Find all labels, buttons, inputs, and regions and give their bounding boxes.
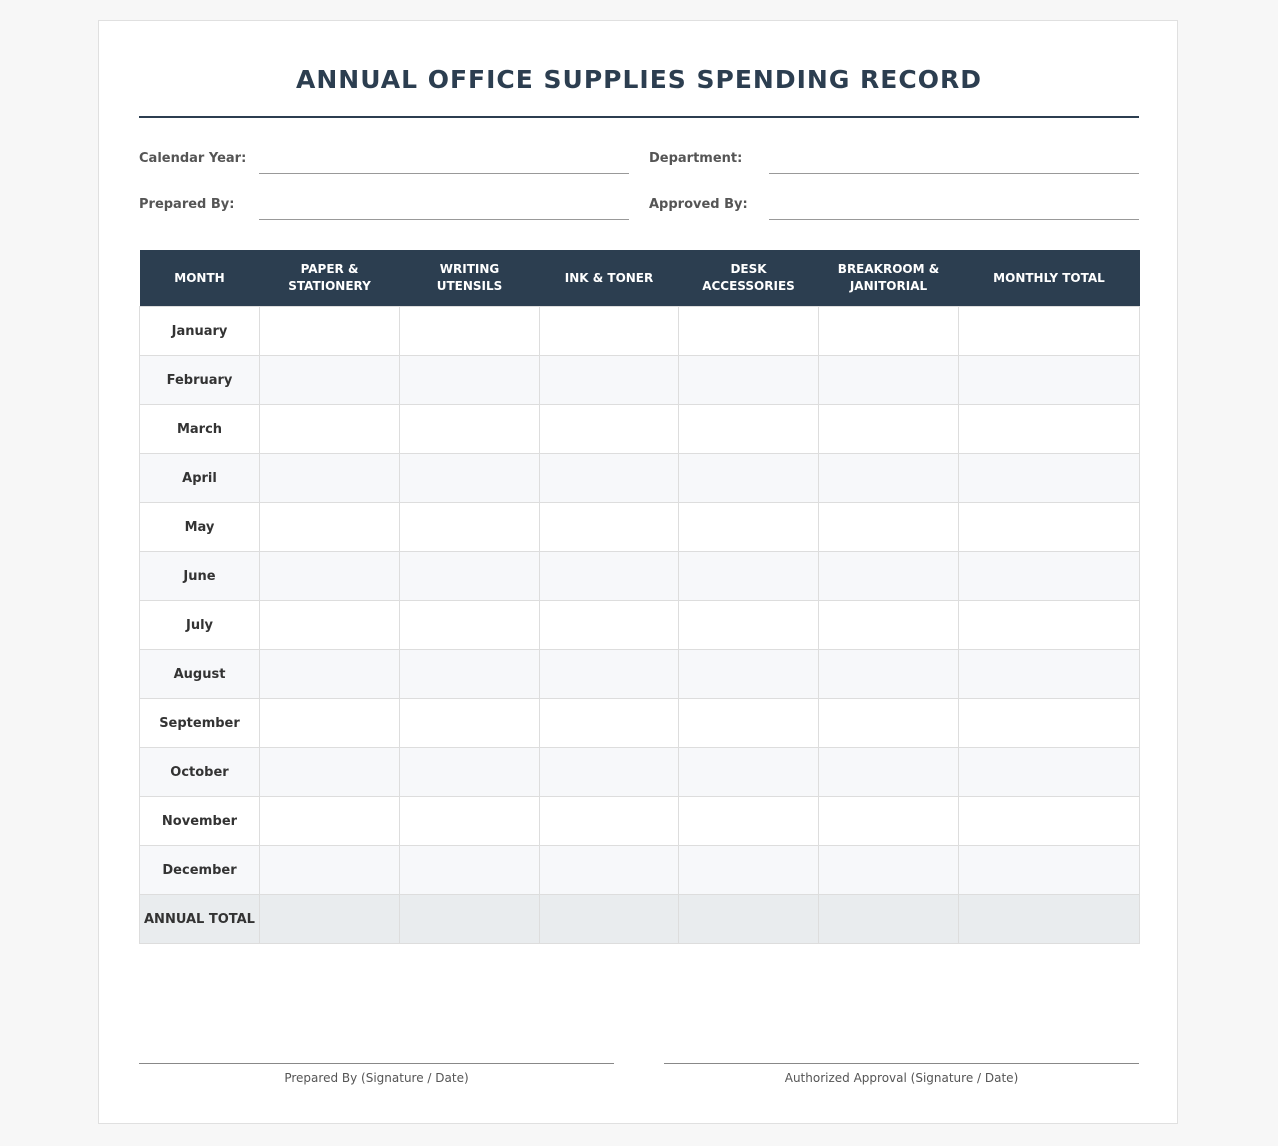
monthly-total-cell[interactable] bbox=[959, 846, 1140, 895]
amount-cell[interactable] bbox=[540, 307, 679, 356]
column-header: INK & TONER bbox=[540, 250, 679, 307]
authorized-signature-line[interactable] bbox=[664, 1063, 1139, 1064]
column-header: DESK ACCESSORIES bbox=[679, 250, 819, 307]
month-cell: November bbox=[140, 797, 260, 846]
total-cell[interactable] bbox=[400, 895, 540, 944]
monthly-total-cell[interactable] bbox=[959, 405, 1140, 454]
amount-cell[interactable] bbox=[400, 846, 540, 895]
amount-cell[interactable] bbox=[540, 503, 679, 552]
amount-cell[interactable] bbox=[400, 797, 540, 846]
prepared-signature-line[interactable] bbox=[139, 1063, 614, 1064]
month-cell: June bbox=[140, 552, 260, 601]
amount-cell[interactable] bbox=[260, 307, 400, 356]
authorized-signature-label: Authorized Approval (Signature / Date) bbox=[784, 1071, 1019, 1085]
amount-cell[interactable] bbox=[679, 846, 819, 895]
grand-total-cell[interactable] bbox=[959, 895, 1140, 944]
amount-cell[interactable] bbox=[819, 650, 959, 699]
column-header: MONTHLY TOTAL bbox=[959, 250, 1140, 307]
monthly-total-cell[interactable] bbox=[959, 797, 1140, 846]
amount-cell[interactable] bbox=[819, 503, 959, 552]
calendar-year-input-line[interactable] bbox=[259, 173, 629, 174]
amount-cell[interactable] bbox=[260, 699, 400, 748]
table-row bbox=[140, 454, 1140, 503]
amount-cell[interactable] bbox=[679, 601, 819, 650]
amount-cell[interactable] bbox=[819, 601, 959, 650]
total-cell[interactable] bbox=[679, 895, 819, 944]
prepared-by-input-line[interactable] bbox=[259, 219, 629, 220]
table-row bbox=[140, 797, 1140, 846]
page-title: ANNUAL OFFICE SUPPLIES SPENDING RECORD bbox=[296, 65, 982, 94]
month-cell: October bbox=[140, 748, 260, 797]
amount-cell[interactable] bbox=[540, 405, 679, 454]
amount-cell[interactable] bbox=[540, 650, 679, 699]
amount-cell[interactable] bbox=[540, 601, 679, 650]
amount-cell[interactable] bbox=[679, 797, 819, 846]
month-cell: March bbox=[140, 405, 260, 454]
month-cell: February bbox=[140, 356, 260, 405]
annual-total-row bbox=[140, 895, 1140, 944]
prepared-signature-label: Prepared By (Signature / Date) bbox=[284, 1071, 469, 1085]
amount-cell[interactable] bbox=[819, 405, 959, 454]
amount-cell[interactable] bbox=[819, 699, 959, 748]
column-header: WRITING UTENSILS bbox=[400, 250, 540, 307]
approved-by-field[interactable] bbox=[649, 197, 1139, 221]
amount-cell[interactable] bbox=[260, 601, 400, 650]
monthly-total-cell[interactable] bbox=[959, 454, 1140, 503]
monthly-total-cell[interactable] bbox=[959, 503, 1140, 552]
monthly-total-cell[interactable] bbox=[959, 307, 1140, 356]
annual-total-label: ANNUAL TOTAL bbox=[140, 895, 260, 944]
table-row bbox=[140, 356, 1140, 405]
amount-cell[interactable] bbox=[819, 356, 959, 405]
month-cell: August bbox=[140, 650, 260, 699]
amount-cell[interactable] bbox=[819, 797, 959, 846]
table-row bbox=[140, 405, 1140, 454]
monthly-total-cell[interactable] bbox=[959, 699, 1140, 748]
calendar-year-field[interactable] bbox=[139, 151, 629, 175]
monthly-total-cell[interactable] bbox=[959, 552, 1140, 601]
table-row bbox=[140, 552, 1140, 601]
amount-cell[interactable] bbox=[540, 356, 679, 405]
amount-cell[interactable] bbox=[679, 405, 819, 454]
total-cell[interactable] bbox=[819, 895, 959, 944]
amount-cell[interactable] bbox=[540, 454, 679, 503]
amount-cell[interactable] bbox=[679, 503, 819, 552]
amount-cell[interactable] bbox=[260, 552, 400, 601]
month-cell: April bbox=[140, 454, 260, 503]
month-cell: May bbox=[140, 503, 260, 552]
month-cell: December bbox=[140, 846, 260, 895]
month-cell: January bbox=[140, 307, 260, 356]
amount-cell[interactable] bbox=[260, 748, 400, 797]
table-row bbox=[140, 503, 1140, 552]
prepared-by-label: Prepared By: bbox=[139, 197, 235, 212]
document-page bbox=[98, 20, 1178, 1124]
amount-cell[interactable] bbox=[260, 650, 400, 699]
table-row bbox=[140, 601, 1140, 650]
amount-cell[interactable] bbox=[679, 307, 819, 356]
table-row bbox=[140, 650, 1140, 699]
amount-cell[interactable] bbox=[400, 405, 540, 454]
amount-cell[interactable] bbox=[819, 552, 959, 601]
calendar-year-label: Calendar Year: bbox=[139, 151, 247, 166]
monthly-total-cell[interactable] bbox=[959, 748, 1140, 797]
amount-cell[interactable] bbox=[260, 846, 400, 895]
amount-cell[interactable] bbox=[260, 356, 400, 405]
amount-cell[interactable] bbox=[679, 356, 819, 405]
amount-cell[interactable] bbox=[819, 454, 959, 503]
amount-cell[interactable] bbox=[400, 552, 540, 601]
amount-cell[interactable] bbox=[400, 601, 540, 650]
amount-cell[interactable] bbox=[400, 454, 540, 503]
amount-cell[interactable] bbox=[400, 748, 540, 797]
table-row bbox=[140, 748, 1140, 797]
table-header-row bbox=[140, 250, 1140, 307]
amount-cell[interactable] bbox=[260, 454, 400, 503]
amount-cell[interactable] bbox=[400, 699, 540, 748]
monthly-total-cell[interactable] bbox=[959, 650, 1140, 699]
title-divider bbox=[139, 116, 1139, 118]
amount-cell[interactable] bbox=[260, 797, 400, 846]
amount-cell[interactable] bbox=[679, 454, 819, 503]
column-header: MONTH bbox=[140, 250, 260, 307]
amount-cell[interactable] bbox=[400, 356, 540, 405]
amount-cell[interactable] bbox=[679, 699, 819, 748]
amount-cell[interactable] bbox=[540, 699, 679, 748]
amount-cell[interactable] bbox=[819, 846, 959, 895]
total-cell[interactable] bbox=[540, 895, 679, 944]
table-row bbox=[140, 846, 1140, 895]
amount-cell[interactable] bbox=[400, 650, 540, 699]
amount-cell[interactable] bbox=[679, 650, 819, 699]
amount-cell[interactable] bbox=[540, 797, 679, 846]
department-field[interactable] bbox=[649, 151, 1139, 175]
approved-by-input-line[interactable] bbox=[769, 219, 1139, 220]
table-row bbox=[140, 699, 1140, 748]
column-header: PAPER & STATIONERY bbox=[260, 250, 400, 307]
column-header: BREAKROOM & JANITORIAL bbox=[819, 250, 959, 307]
month-cell: July bbox=[140, 601, 260, 650]
table-row bbox=[140, 307, 1140, 356]
amount-cell[interactable] bbox=[679, 552, 819, 601]
amount-cell[interactable] bbox=[540, 552, 679, 601]
approved-by-label: Approved By: bbox=[649, 197, 748, 212]
amount-cell[interactable] bbox=[540, 846, 679, 895]
amount-cell[interactable] bbox=[540, 748, 679, 797]
month-cell: September bbox=[140, 699, 260, 748]
department-label: Department: bbox=[649, 151, 743, 166]
amount-cell[interactable] bbox=[260, 503, 400, 552]
amount-cell[interactable] bbox=[400, 503, 540, 552]
prepared-by-field[interactable] bbox=[139, 197, 629, 221]
total-cell[interactable] bbox=[260, 895, 400, 944]
monthly-total-cell[interactable] bbox=[959, 601, 1140, 650]
monthly-total-cell[interactable] bbox=[959, 356, 1140, 405]
department-input-line[interactable] bbox=[769, 173, 1139, 174]
amount-cell[interactable] bbox=[260, 405, 400, 454]
amount-cell[interactable] bbox=[400, 307, 540, 356]
amount-cell[interactable] bbox=[819, 307, 959, 356]
spending-table bbox=[139, 250, 1140, 944]
amount-cell[interactable] bbox=[679, 748, 819, 797]
amount-cell[interactable] bbox=[819, 748, 959, 797]
